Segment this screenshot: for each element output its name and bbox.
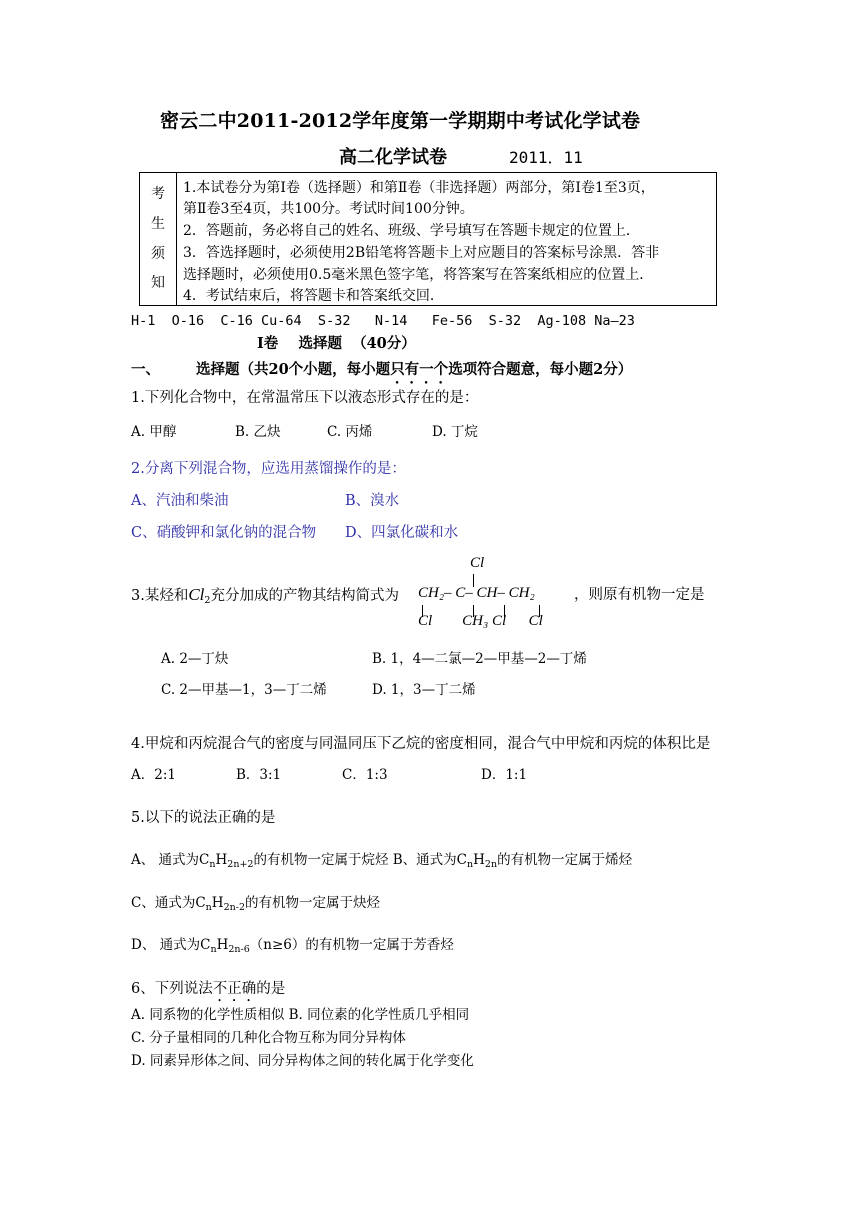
- q5-c-pre: C、通式为C: [131, 895, 206, 911]
- notice-divider: [176, 173, 177, 305]
- q5-option-a-b: A、 通式为$C_nH_{2n+2}$的有机物一定属于烷烃 B、通式为$C_nH_{2n}$的有机物一定属于烯烃: [131, 852, 633, 870]
- exam-subtitle: 高二化学试卷: [339, 147, 447, 168]
- q5-a-post: 的有机物一定属于烷烃 B、通式为C: [253, 852, 467, 868]
- q4-option-b: B．3:1: [236, 767, 282, 783]
- q5-c-post: 的有机物一定属于炔烃: [245, 895, 380, 911]
- q3-stem-a: 3.某烃和: [131, 588, 189, 604]
- notice-label-char: 生: [151, 216, 165, 232]
- q4-option-c: C．1:3: [342, 767, 388, 783]
- q6-option-a-b: A. 同系物的化学性质相似 B. 同位素的化学性质几乎相同: [131, 1007, 470, 1023]
- q1-option-c: C. 丙烯: [327, 424, 373, 440]
- q5-stem: 5.以下的说法正确的是: [131, 810, 276, 826]
- struct-top-cl: Cl: [470, 555, 485, 571]
- q3-option-d: D. 1，3—丁二烯: [372, 682, 476, 698]
- exam-date: 2011．11: [509, 148, 583, 167]
- notice-line: 2．答题前，务必将自己的姓名、班级、学号填写在答题卡规定的位置上．: [183, 223, 640, 239]
- q5-d-pre: D、 通式为C: [131, 937, 211, 953]
- notice-label-char: 知: [151, 275, 165, 291]
- notice-line: 3．答选择题时，必须使用2B铅笔将答题卡上对应题目的答案标号涂黑．答非: [183, 245, 660, 261]
- q6-option-c: C. 分子量相同的几种化合物互称为同分异构体: [131, 1030, 406, 1046]
- q3-chlorine-sub: 2: [204, 595, 211, 606]
- exam-notice-box: [139, 172, 717, 306]
- notice-line: 选择题时，必须使用0.5毫米黑色签字笔，将答案写在答案纸相应的位置上．: [183, 267, 654, 283]
- q6-stem-c: 的是: [256, 981, 286, 997]
- q5-d-post: （n≥6）的有机物一定属于芳香烃: [249, 937, 454, 953]
- q2-option-b: B、溴水: [345, 493, 400, 509]
- struct-bottom-row: Cl CH₃ Cl Cl: [418, 613, 543, 629]
- exam-title: 密云二中2011-2012学年度第一学期期中考试化学试卷: [160, 110, 641, 132]
- q3-stem: [131, 585, 399, 606]
- q2-option-a: A、汽油和柴油: [131, 493, 229, 509]
- q2-option-c: C、硝酸钾和氯化钠的混合物: [131, 525, 317, 541]
- part-title-text-a: 选择题（共20个小题，每小题: [196, 361, 391, 378]
- q3-option-b: B. 1，4—二氯—2—甲基—2—丁烯: [372, 651, 587, 667]
- q1-option-a: A. 甲醇: [131, 424, 177, 440]
- q4-option-d: D．1:1: [481, 767, 528, 783]
- q3-stem-b: 充分加成的产物其结构简式为: [210, 588, 399, 604]
- notice-label-char: 须: [151, 246, 165, 262]
- q2-stem: 2.分离下列混合物，应选用蒸馏操作的是：: [131, 461, 406, 477]
- q3-option-c: C. 2—甲基—1，3—丁二烯: [161, 682, 327, 698]
- q5-b-post: 的有机物一定属于烯烃: [497, 852, 633, 868]
- q6-option-d: D. 同素异形体之间、同分异构体之间的转化属于化学变化: [131, 1053, 474, 1069]
- q5-option-c: C、通式为$C_nH_{2n-2}$的有机物一定属于炔烃: [131, 895, 380, 913]
- notice-line: 1.本试卷分为第Ⅰ卷（选择题）和第Ⅱ卷（非选择题）两部分，第Ⅰ卷1至3页，: [183, 180, 655, 196]
- part-title-text-c: 选项符合题意，每小题2分）: [448, 361, 633, 378]
- q1-stem: 1.下列化合物中，在常温常压下以液态形式存在的是：: [131, 390, 479, 406]
- struct-main-chain: CH₂– C– CH– CH₂: [418, 585, 535, 601]
- q1-option-d: D. 丁烷: [432, 424, 478, 440]
- atomic-masses: H-1 O-16 C-16 Cu-64 S-32 N-14 Fe-56 S-32 Ag-108 Na—23: [131, 313, 635, 329]
- q6-stem-emphasis: 不正确: [212, 981, 257, 997]
- notice-line: 4．考试结束后，将答题卡和答案纸交回．: [183, 288, 444, 304]
- q3-structural-formula: [418, 555, 568, 635]
- part-title: [131, 360, 632, 387]
- q6-stem-a: 6、下列说法: [131, 981, 213, 997]
- q1-option-b: B. 乙炔: [235, 424, 281, 440]
- q3-stem-tail: ，则原有机物一定是: [574, 587, 705, 603]
- q4-option-a: A．2:1: [131, 767, 176, 783]
- q5-option-d: D、 通式为$C_nH_{2n-6}(n\ge 6)$的有机物一定属于芳香烃: [131, 937, 454, 955]
- q2-option-d: D、四氯化碳和水: [345, 525, 459, 541]
- notice-line: 第Ⅱ卷3至4页，共100分。考试时间100分钟。: [183, 201, 474, 217]
- notice-label-char: 考: [151, 186, 165, 202]
- q4-stem: 4.甲烷和丙烷混合气的密度与同温同压下乙烷的密度相同，混合气中甲烷和丙烷的体积比是: [131, 736, 711, 752]
- section-heading: Ⅰ卷 选择题 （40分）: [257, 335, 416, 352]
- q3-option-a: A. 2—丁炔: [161, 651, 229, 667]
- part-number: 一、: [131, 361, 160, 378]
- q6-stem: [131, 979, 285, 1005]
- q3-chlorine: Cl: [188, 585, 205, 604]
- part-title-emphasis: 只有一个: [390, 361, 449, 378]
- q5-a-pre: A、 通式为C: [131, 852, 210, 868]
